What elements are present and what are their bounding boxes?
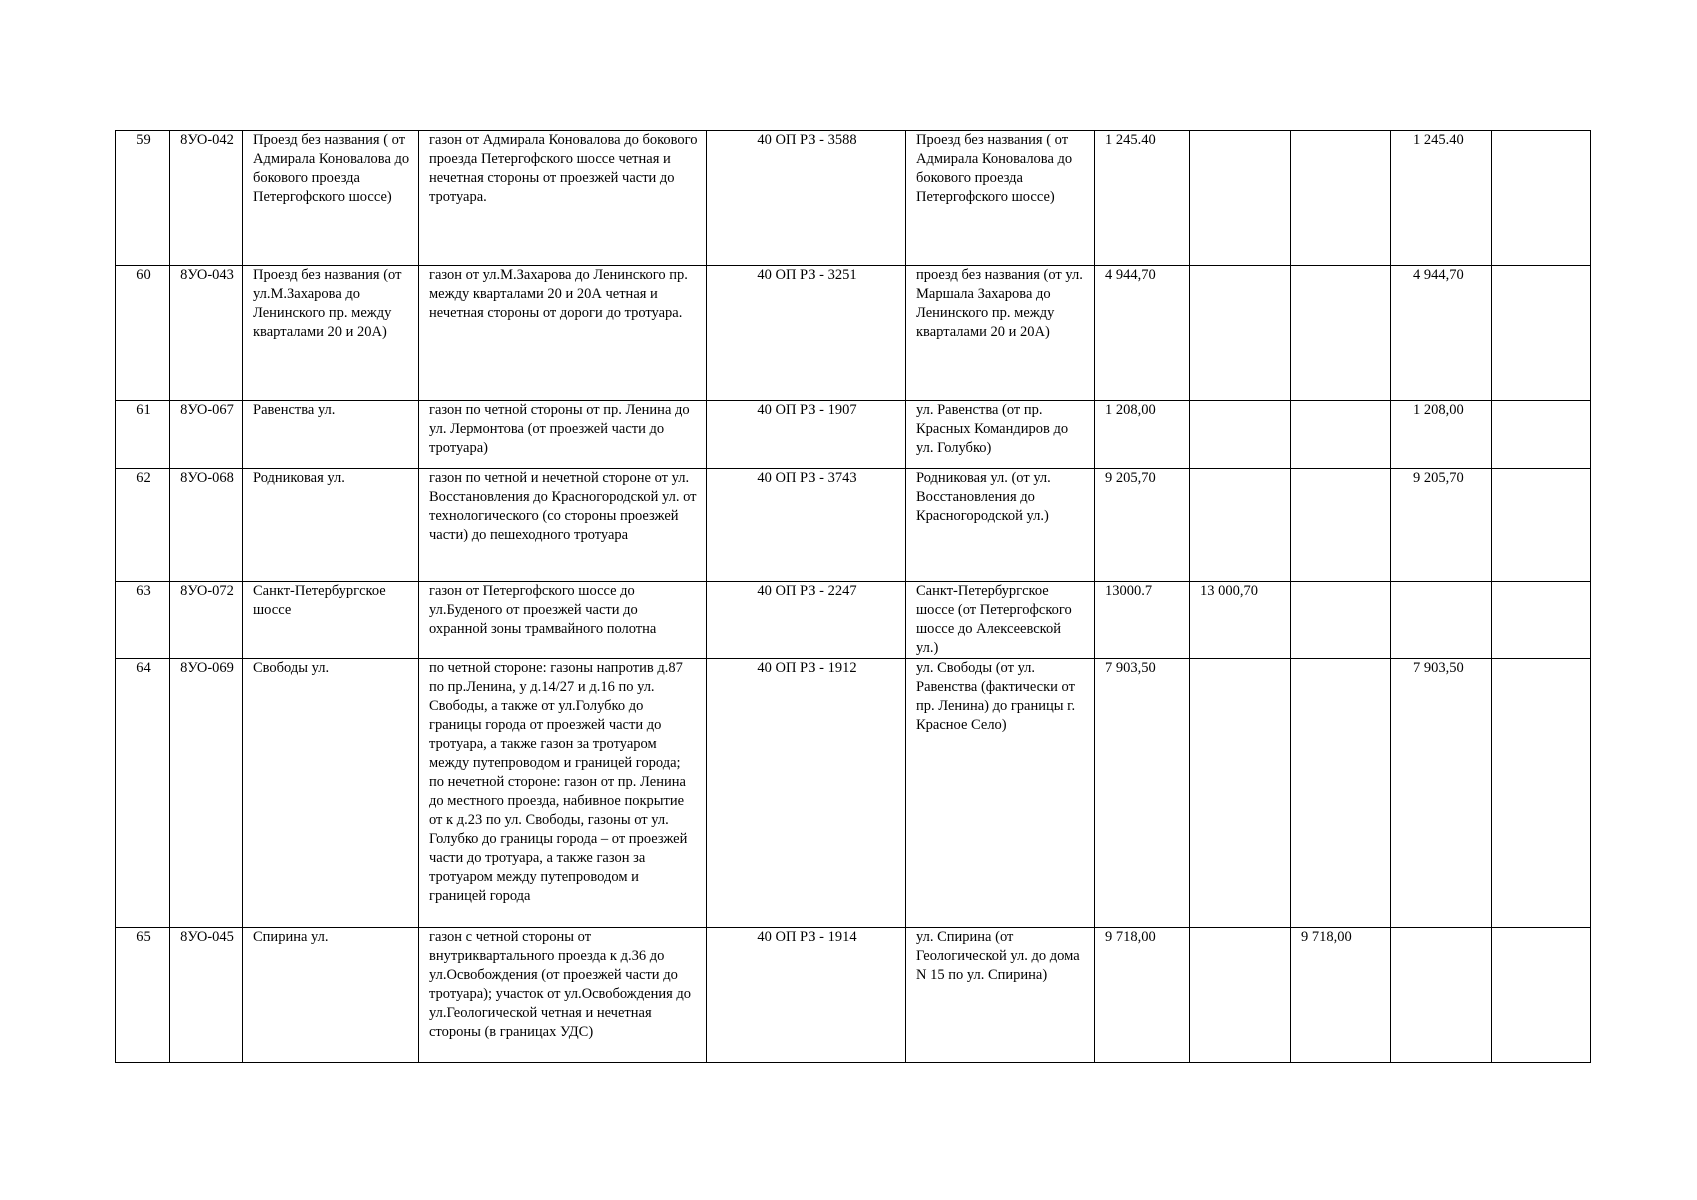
area-category-3: 9 205,70: [1391, 469, 1492, 582]
total-area: 9 718,00: [1095, 928, 1190, 1063]
road-id: 40 ОП РЗ - 2247: [707, 582, 906, 659]
area-category-2: 9 718,00: [1291, 928, 1391, 1063]
object-code: 8УО-045: [170, 928, 243, 1063]
area-category-1: [1190, 401, 1291, 469]
area-category-1: [1190, 928, 1291, 1063]
object-name: Родниковая ул.: [243, 469, 419, 582]
total-area: 13000.7: [1095, 582, 1190, 659]
object-description: газон от Адмирала Коновалова до бокового проезда Петергофского шоссе четная и нечетная стороны от проезжей части до тротуара.: [419, 131, 707, 266]
area-category-2: [1291, 582, 1391, 659]
object-name: Равенства ул.: [243, 401, 419, 469]
area-category-2: [1291, 469, 1391, 582]
area-category-3: 1 208,00: [1391, 401, 1492, 469]
area-category-3: [1391, 582, 1492, 659]
area-category-2: [1291, 401, 1391, 469]
object-description: газон от ул.М.Захарова до Ленинского пр. между кварталами 20 и 20А четная и нечетная стороны от дороги до тротуара.: [419, 266, 707, 401]
road-name: ул. Спирина (от Геологической ул. до дома N 15 по ул. Спирина): [906, 928, 1095, 1063]
object-description: газон с четной стороны от внутриквартального проезда к д.36 до ул.Освобождения (от проезжей части до тротуара); участок от ул.Освобождения до ул.Геологической четная и нечетная стороны (в границах УДС): [419, 928, 707, 1063]
table-row: [116, 131, 1591, 266]
row-number: 65: [116, 928, 170, 1063]
area-category-3: 1 245.40: [1391, 131, 1492, 266]
area-category-1: [1190, 266, 1291, 401]
road-name: Родниковая ул. (от ул. Восстановления до Красногородской ул.): [906, 469, 1095, 582]
object-name: Санкт-Петербургское шоссе: [243, 582, 419, 659]
road-name: ул. Свободы (от ул. Равенства (фактически от пр. Ленина) до границы г. Красное Село): [906, 659, 1095, 928]
road-id: 40 ОП РЗ - 3251: [707, 266, 906, 401]
object-description: газон по четной и нечетной стороне от ул. Восстановления до Красногородской ул. от технологического (со стороны проезжей части) до пешеходного тротуара: [419, 469, 707, 582]
table-row: [116, 928, 1591, 1063]
object-name: Свободы ул.: [243, 659, 419, 928]
row-number: 61: [116, 401, 170, 469]
area-category-4: [1492, 131, 1591, 266]
area-category-3: 7 903,50: [1391, 659, 1492, 928]
table-row: [116, 469, 1591, 582]
area-category-4: [1492, 266, 1591, 401]
area-category-1: 13 000,70: [1190, 582, 1291, 659]
table-row: [116, 659, 1591, 928]
area-category-4: [1492, 401, 1591, 469]
area-category-3: [1391, 928, 1492, 1063]
object-code: 8УО-043: [170, 266, 243, 401]
table-row: [116, 401, 1591, 469]
total-area: 1 245.40: [1095, 131, 1190, 266]
road-id: 40 ОП РЗ - 1907: [707, 401, 906, 469]
table-row: [116, 582, 1591, 659]
total-area: 7 903,50: [1095, 659, 1190, 928]
road-id: 40 ОП РЗ - 1912: [707, 659, 906, 928]
object-description: по четной стороне: газоны напротив д.87 по пр.Ленина, у д.14/27 и д.16 по ул. Свободы, а также от ул.Голубко до границы города от проезжей части до тротуара, а также газон за тротуаром между путепроводом и границей города; по нечетной стороне: газон от пр. Ленина до местного проезда, набивное покрытие от к д.23 по ул. Свободы, газоны от ул. Голубко до границы города – от проезжей части до тротуара, а также газон за тротуаром между путепроводом и границей города: [419, 659, 707, 928]
road-id: 40 ОП РЗ - 3743: [707, 469, 906, 582]
object-code: 8УО-068: [170, 469, 243, 582]
area-category-2: [1291, 659, 1391, 928]
area-category-4: [1492, 582, 1591, 659]
area-category-2: [1291, 131, 1391, 266]
area-category-4: [1492, 659, 1591, 928]
object-description: газон от Петергофского шоссе до ул.Буденого от проезжей части до охранной зоны трамвайного полотна: [419, 582, 707, 659]
row-number: 64: [116, 659, 170, 928]
area-category-4: [1492, 469, 1591, 582]
object-name: Проезд без названия (от ул.М.Захарова до Ленинского пр. между кварталами 20 и 20А): [243, 266, 419, 401]
road-id: 40 ОП РЗ - 1914: [707, 928, 906, 1063]
road-name: Санкт-Петербургское шоссе (от Петергофского шоссе до Алексеевской ул.): [906, 582, 1095, 659]
road-name: ул. Равенства (от пр. Красных Командиров до ул. Голубко): [906, 401, 1095, 469]
object-name: Проезд без названия ( от Адмирала Коновалова до бокового проезда Петергофского шоссе): [243, 131, 419, 266]
object-code: 8УО-069: [170, 659, 243, 928]
road-name: проезд без названия (от ул. Маршала Захарова до Ленинского пр. между кварталами 20 и 20А): [906, 266, 1095, 401]
road-id: 40 ОП РЗ - 3588: [707, 131, 906, 266]
object-code: 8УО-067: [170, 401, 243, 469]
row-number: 59: [116, 131, 170, 266]
road-name: Проезд без названия ( от Адмирала Коновалова до бокового проезда Петергофского шоссе): [906, 131, 1095, 266]
table-row: [116, 266, 1591, 401]
area-category-2: [1291, 266, 1391, 401]
area-category-1: [1190, 659, 1291, 928]
row-number: 60: [116, 266, 170, 401]
object-code: 8УО-042: [170, 131, 243, 266]
object-name: Спирина ул.: [243, 928, 419, 1063]
object-code: 8УО-072: [170, 582, 243, 659]
registry-table: [115, 130, 1591, 1063]
area-category-1: [1190, 469, 1291, 582]
total-area: 1 208,00: [1095, 401, 1190, 469]
total-area: 4 944,70: [1095, 266, 1190, 401]
row-number: 63: [116, 582, 170, 659]
area-category-4: [1492, 928, 1591, 1063]
area-category-1: [1190, 131, 1291, 266]
total-area: 9 205,70: [1095, 469, 1190, 582]
row-number: 62: [116, 469, 170, 582]
object-description: газон по четной стороны от пр. Ленина до ул. Лермонтова (от проезжей части до тротуара): [419, 401, 707, 469]
area-category-3: 4 944,70: [1391, 266, 1492, 401]
